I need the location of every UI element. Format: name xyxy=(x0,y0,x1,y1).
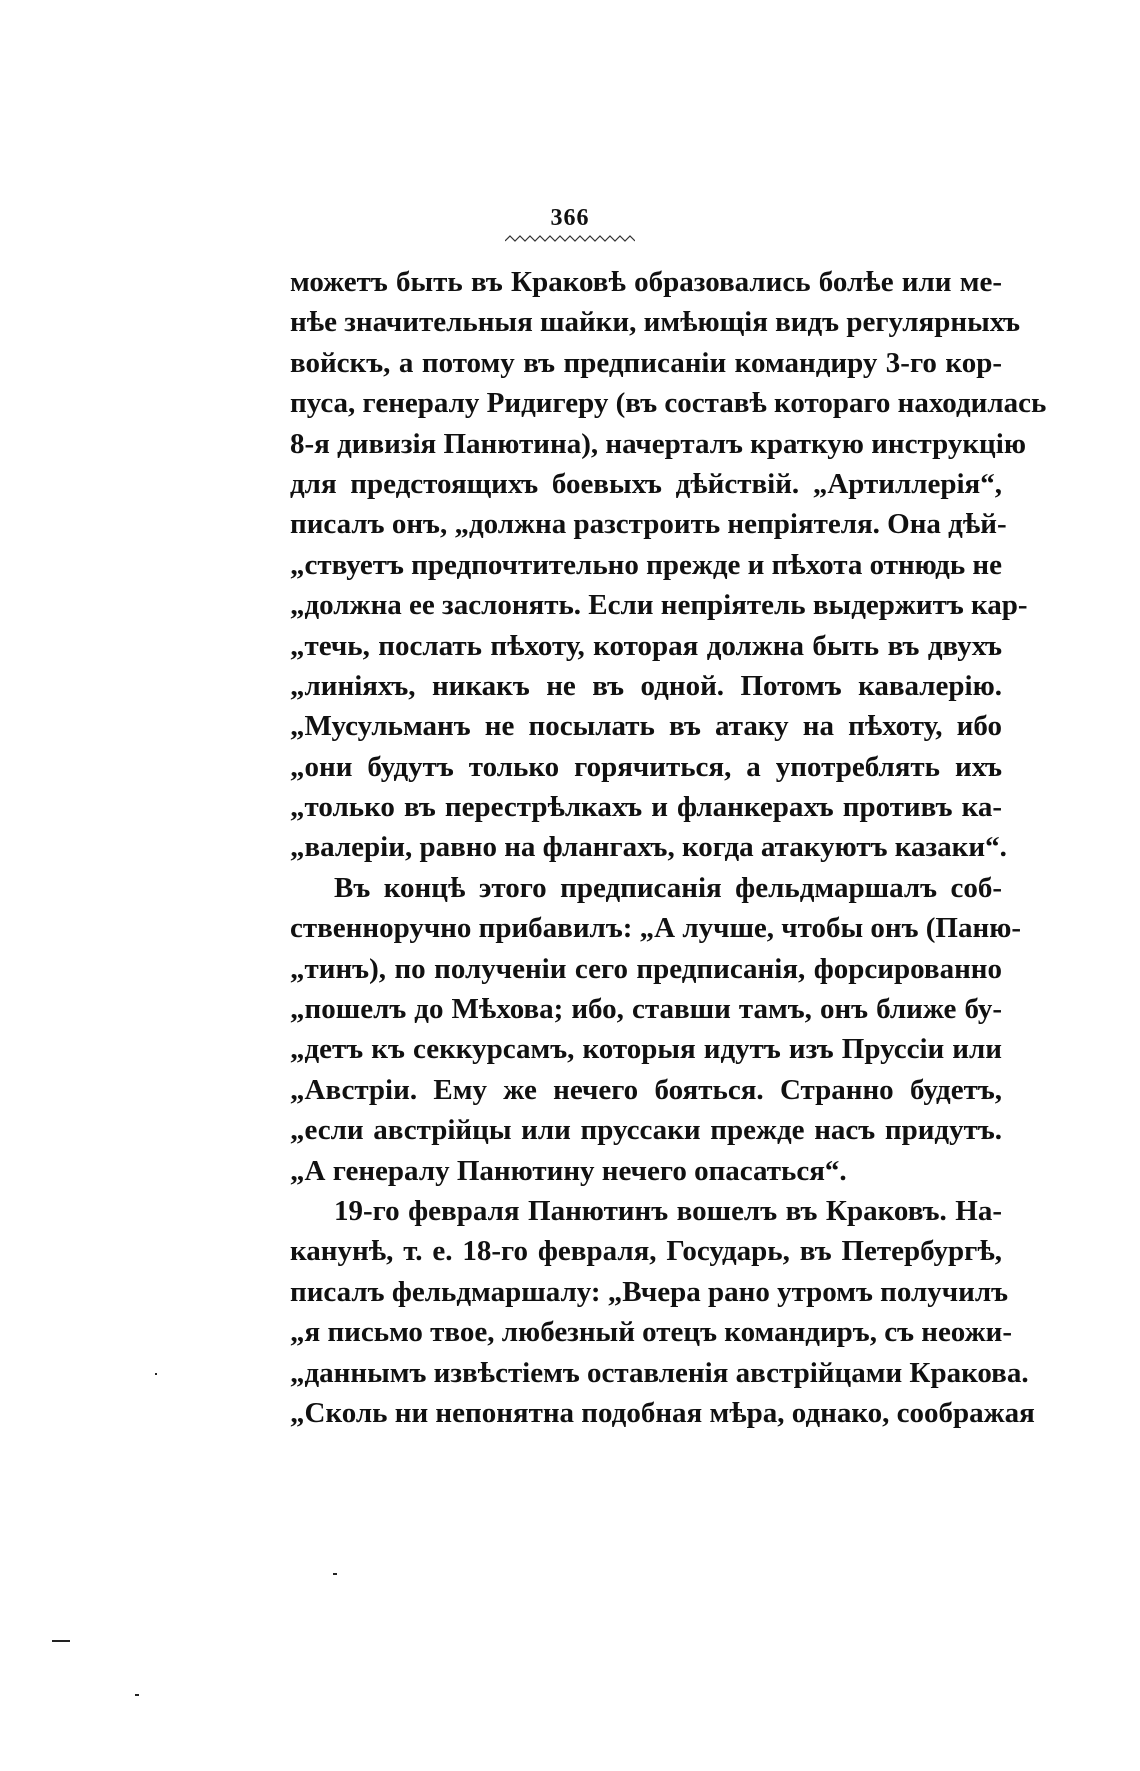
text-line: „только въ перестрѣлкахъ и фланкерахъ противъ ка- xyxy=(290,791,1002,824)
text-line: „даннымъ извѣстіемъ оставленія австрійцами Кракова. xyxy=(290,1356,1029,1389)
text-line: „детъ къ секкурсамъ, которыя идутъ изъ Пруссіи или xyxy=(290,1033,1002,1066)
text-line: „если австрійцы или пруссаки прежде насъ придутъ. xyxy=(290,1114,1002,1147)
scan-speck xyxy=(52,1640,70,1642)
text-line: писалъ онъ, „должна разстроить непріятеля. Она дѣй- xyxy=(290,508,1007,541)
text-line: 8-я дивизія Панютина), начерталъ краткую инструкцію xyxy=(290,427,1026,460)
text-line: Въ концѣ этого предписанія фельдмаршалъ соб- xyxy=(334,871,1002,904)
text-line: „А генералу Панютину нечего опасаться“. xyxy=(290,1154,847,1187)
text-line: можетъ быть въ Краковѣ образовались болѣе или ме- xyxy=(290,266,1002,298)
text-line: 19-го февраля Панютинъ вошелъ въ Краковъ. На- xyxy=(334,1194,1002,1227)
text-line: пуса, генералу Ридигеру (въ составѣ котораго находилась xyxy=(290,387,1047,420)
text-line: канунѣ, т. е. 18-го февраля, Государь, въ Петербургѣ, xyxy=(290,1235,1002,1268)
body-text xyxy=(290,262,1047,1433)
ornament-divider xyxy=(505,232,635,246)
text-line: „они будутъ только горячиться, а употреблять ихъ xyxy=(290,750,1002,783)
text-line: „Австріи. Ему же нечего бояться. Странно будетъ, xyxy=(290,1073,1002,1106)
text-line: „тинъ), по полученіи сего предписанія, форсированно xyxy=(290,952,1002,985)
text-line: „Сколь ни непонятна подобная мѣра, однако, соображая xyxy=(290,1396,1035,1429)
text-line: „линіяхъ, никакъ не въ одной. Потомъ кавалерію. xyxy=(290,669,1002,702)
scan-speck xyxy=(333,1573,337,1575)
text-line: „Мусульманъ не посылать въ атаку на пѣхоту, ибо xyxy=(290,710,1002,743)
text-line: „я письмо твое, любезный отецъ командиръ, съ неожи- xyxy=(290,1316,1012,1349)
text-line: „ствуетъ предпочтительно прежде и пѣхота отнюдь не xyxy=(290,548,1002,581)
text-line: ственноручно прибавилъ: „А лучше, чтобы онъ (Паню- xyxy=(290,912,1022,945)
text-line: писалъ фельдмаршалу: „Вчера рано утромъ получилъ xyxy=(290,1275,1008,1308)
text-line: нѣе значительныя шайки, имѣющія видъ регулярныхъ xyxy=(290,306,1021,339)
page-number: 366 xyxy=(550,205,590,231)
text-line: для предстоящихъ боевыхъ дѣйствій. „Артиллерія“, xyxy=(290,467,1002,500)
text-line: „пошелъ до Мѣхова; ибо, ставши тамъ, онъ ближе бу- xyxy=(290,993,1002,1026)
text-line: „течь, послать пѣхоту, которая должна быть въ двухъ xyxy=(290,629,1002,662)
scan-speck xyxy=(155,1373,157,1375)
text-line: „валеріи, равно на флангахъ, когда атакуютъ казаки“. xyxy=(290,831,1007,864)
text-line: войскъ, а потому въ предписаніи командиру 3-го кор- xyxy=(290,346,1002,379)
scan-speck xyxy=(135,1694,139,1696)
text-line: „должна ее заслонять. Если непріятель выдержитъ кар- xyxy=(290,589,1028,622)
